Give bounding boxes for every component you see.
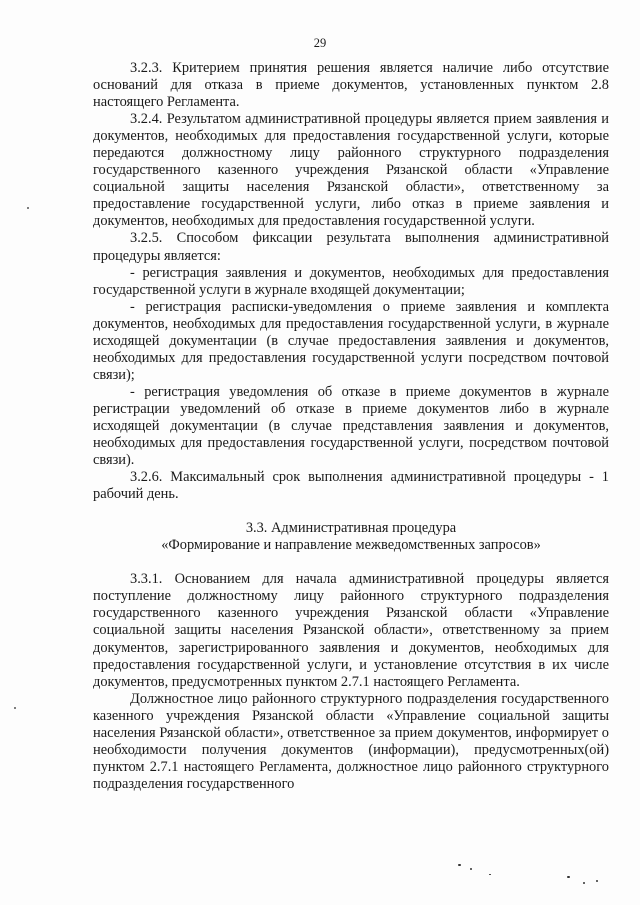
section-heading — [93, 520, 609, 554]
paragraph-3-2-6: 3.2.6. Максимальный срок выполнения административной процедуры - 1 рабочий день. — [93, 469, 609, 503]
scan-speck — [567, 876, 570, 878]
margin-speck — [27, 207, 29, 209]
margin-speck — [14, 707, 16, 709]
scan-speck — [583, 882, 585, 884]
paragraph-official-informs: Должностное лицо районного структурного подразделения государственного казенного учреждения Рязанской области «Управление социальной защиты населения Рязанской области», ответственное за прием документов, информирует о необходимости получения документов (информации), предусмотренных(ой) пунктом 2.7.1 настоящего Регламента, должностное лицо районного структурного подразделения государственного — [93, 690, 609, 792]
paragraph-3-2-3: 3.2.3. Критерием принятия решения является наличие либо отсутствие оснований для отказа в приеме документов, установленных пунктом 2.8 настоящего Регламента. — [93, 60, 609, 111]
scan-speck — [470, 868, 472, 870]
paragraph-3-3-1: 3.3.1. Основанием для начала административной процедуры является поступление должностному лицу районного структурного подразделения государственного казенного учреждения Рязанской области «Управление социальной защиты населения Рязанской области», ответственному за прием документов, зарегистрированного заявления и документов, необходимых для предоставления государственной услуги, и установление отсутствия в их числе документов, предусмотренных пунктом 2.7.1 настоящего Регламента. — [93, 571, 609, 690]
list-item-registration-incoming: - регистрация заявления и документов, необходимых для предоставления государственной услуги в журнале входящей документации; — [93, 264, 609, 298]
section-title: 3.3. Административная процедура — [245, 520, 457, 537]
paragraph-3-2-4: 3.2.4. Результатом административной процедуры является прием заявления и документов, необходимых для предоставления государственной услуги, которые передаются должностному лицу районного структурного подразделения государственного казенного учреждения Рязанской области «Управление социальной защиты населения Рязанской области», ответственному за предоставление государственной услуги, либо отказ в приеме заявления и документов, необходимых для предоставления государственной услуги. — [93, 111, 609, 230]
page-number: 29 — [313, 36, 327, 50]
document-body — [93, 60, 609, 793]
list-item-registration-receipt: - регистрация расписки-уведомления о приеме заявления и комплекта документов, необходимых для предоставления государственной услуги, в журнале исходящей документации (в случае предоставления заявления и документов, необходимых для предоставления государственной услуги посредством почтовой связи); — [93, 298, 609, 383]
list-item-registration-refusal: - регистрация уведомления об отказе в приеме документов в журнале регистрации уведомлений об отказе в приеме документов либо в журнале исходящей документации (в случае представления заявления и документов, необходимых для предоставления государственной услуги, посредством почтовой связи). — [93, 383, 609, 469]
scan-speck — [458, 864, 461, 866]
paragraph-3-2-5: 3.2.5. Способом фиксации результата выполнения административной процедуры является: — [93, 230, 609, 264]
section-subtitle: «Формирование и направление межведомственных запросов» — [161, 537, 541, 554]
scan-speck — [489, 874, 491, 875]
scan-speck — [596, 880, 598, 882]
